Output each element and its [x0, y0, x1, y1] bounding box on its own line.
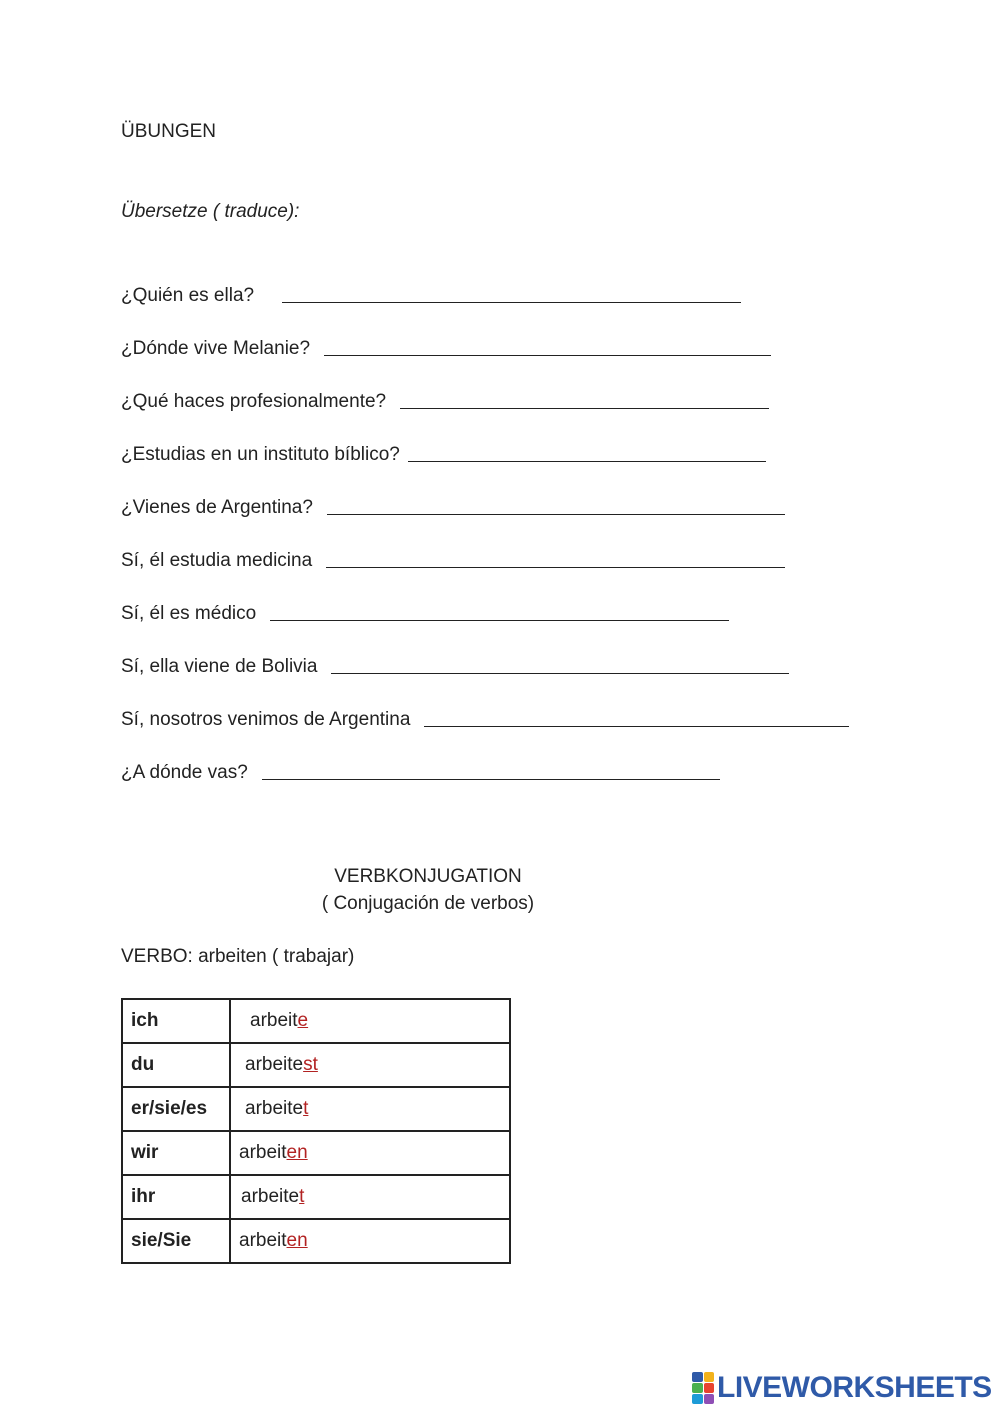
logo-tile [704, 1383, 715, 1393]
logo-tile [692, 1372, 703, 1382]
verb-ending: t [299, 1186, 305, 1207]
liveworksheets-logo-icon [692, 1372, 714, 1404]
verb-ending: en [286, 1230, 308, 1251]
question-text: ¿Vienes de Argentina? [121, 497, 313, 518]
verb-label: VERBO: arbeiten ( trabajar) [121, 946, 355, 967]
pronoun-cell: wir [122, 1131, 230, 1175]
conjugation-table [121, 998, 511, 1264]
table-row [122, 1087, 510, 1131]
logo-tile [704, 1372, 715, 1382]
table-row [122, 1131, 510, 1175]
question-text: ¿Dónde vive Melanie? [121, 338, 311, 359]
pronoun-cell: du [122, 1043, 230, 1087]
table-row [122, 1219, 510, 1263]
pronoun-cell: ich [122, 999, 230, 1043]
logo-tile [704, 1394, 715, 1404]
answer-line[interactable] [282, 301, 741, 303]
answer-line[interactable] [326, 566, 785, 568]
answer-line[interactable] [327, 513, 785, 515]
verb-ending: t [303, 1098, 309, 1119]
question-text: Sí, él es médico [121, 603, 257, 624]
question-row [121, 334, 771, 360]
question-text: ¿Quién es ella? [121, 285, 255, 306]
logo-tile [692, 1383, 703, 1393]
pronoun-cell: sie/Sie [122, 1219, 230, 1263]
verb-form-cell: arbeite [230, 999, 510, 1043]
page-title: ÜBUNGEN [121, 121, 217, 142]
question-text: ¿Qué haces profesionalmente? [121, 391, 387, 412]
verb-form-cell: arbeitet [230, 1175, 510, 1219]
answer-line[interactable] [262, 778, 720, 780]
answer-line[interactable] [331, 672, 789, 674]
answer-line[interactable] [324, 354, 771, 356]
verb-ending: st [303, 1054, 318, 1075]
answer-line[interactable] [270, 619, 729, 621]
table-row [122, 1175, 510, 1219]
answer-line[interactable] [408, 460, 766, 462]
logo-tile [692, 1394, 703, 1404]
instruction-text: Übersetze ( traduce): [121, 201, 300, 222]
question-text: Sí, ella viene de Bolivia [121, 656, 318, 677]
question-text: Sí, nosotros venimos de Argentina [121, 709, 411, 730]
verb-form-cell: arbeiten [230, 1219, 510, 1263]
question-row [121, 599, 729, 625]
question-row [121, 493, 785, 519]
question-row [121, 705, 849, 731]
question-row [121, 652, 789, 678]
question-row [121, 758, 720, 784]
verb-ending: e [297, 1010, 309, 1031]
question-row [121, 440, 766, 466]
answer-line[interactable] [400, 407, 769, 409]
question-row [121, 281, 741, 307]
pronoun-cell: ihr [122, 1175, 230, 1219]
table-row [122, 1043, 510, 1087]
verb-ending: en [286, 1142, 308, 1163]
liveworksheets-logo[interactable] [692, 1371, 992, 1405]
verb-form-cell: arbeitest [230, 1043, 510, 1087]
question-text: Sí, él estudia medicina [121, 550, 313, 571]
question-text: ¿A dónde vas? [121, 762, 248, 783]
question-row [121, 546, 785, 572]
question-row [121, 387, 769, 413]
pronoun-cell: er/sie/es [122, 1087, 230, 1131]
table-row [122, 999, 510, 1043]
answer-line[interactable] [424, 725, 849, 727]
conjugation-subtitle: ( Conjugación de verbos) [321, 893, 535, 914]
question-text: ¿Estudias en un instituto bíblico? [121, 444, 400, 465]
verb-form-cell: arbeitet [230, 1087, 510, 1131]
brand-name: LIVEWORKSHEETS [717, 1371, 992, 1404]
conjugation-title: VERBKONJUGATION [334, 866, 522, 887]
verb-form-cell: arbeiten [230, 1131, 510, 1175]
